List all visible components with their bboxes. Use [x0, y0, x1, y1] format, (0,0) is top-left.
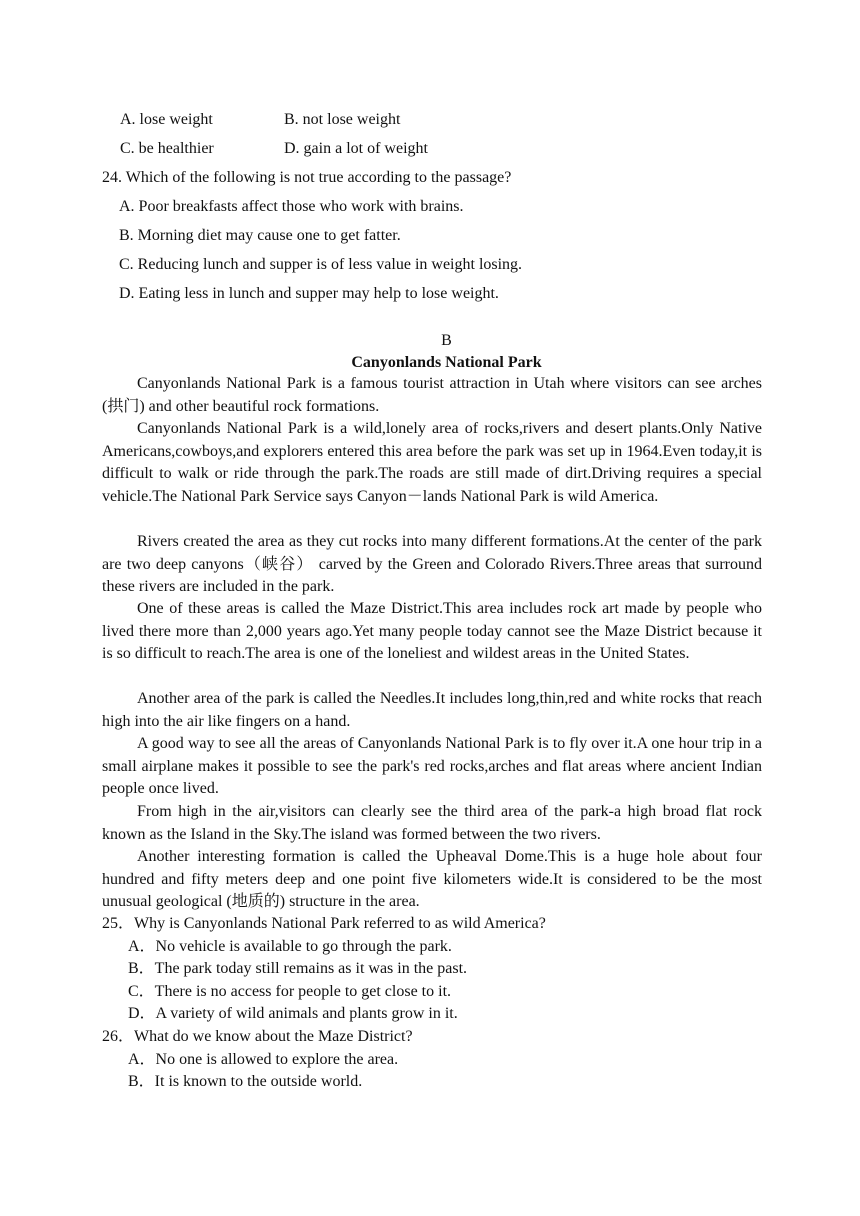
q25-option-a: A．No vehicle is available to go through the park. [128, 938, 452, 955]
q24-option-c: C. Reducing lunch and supper is of less value in weight losing. [119, 256, 523, 273]
q25-option-b: B．The park today still remains as it was in the past. [128, 960, 468, 977]
passage-paragraph: Another area of the park is called the Needles.It includes long,thin,red and white rocks that reach high into the air like fingers on a hand. [102, 690, 762, 730]
q26-option-b: B．It is known to the outside world. [128, 1073, 363, 1090]
q23-option-c: C. be healthier [120, 140, 214, 157]
q26-question: 26．What do we know about the Maze District? [102, 1028, 413, 1045]
q25-question: 25．Why is Canyonlands National Park referred to as wild America? [102, 915, 546, 932]
passage-paragraph: One of these areas is called the Maze District.This area includes rock art made by people who lived there more than 2,000 years ago.Yet many people today cannot see the Maze District because it is so difficult to reach.The area is one of the loneliest and wildest areas in the United States. [102, 600, 762, 663]
passage-paragraph: Another interesting formation is called the Upheaval Dome.This is a huge hole about four hundred and fifty meters deep and one point five kilometers wide.It is considered to be the most unusual geological (地质的) structure in the area. [102, 848, 762, 911]
q23-option-b: B. not lose weight [284, 111, 401, 128]
q23-option-a: A. lose weight [120, 111, 213, 128]
passage-paragraph: Canyonlands National Park is a wild,lonely area of rocks,rivers and desert plants.Only Native Americans,cowboys,and explorers entered this area before the park was set up in 1964.Even today,it is difficult to walk or ride through the park.The roads are still made of dirt.Driving requires a special vehicle.The National Park Service says Canyon－lands National Park is wild America. [102, 420, 762, 505]
q24-option-d: D. Eating less in lunch and supper may help to lose weight. [119, 285, 499, 302]
q25-option-c: C．There is no access for people to get close to it. [128, 983, 452, 1000]
q25-option-d: D．A variety of wild animals and plants grow in it. [128, 1005, 458, 1022]
passage-paragraph: From high in the air,visitors can clearly see the third area of the park-a high broad flat rock known as the Island in the Sky.The island was formed between the two rivers. [102, 803, 762, 843]
passage-paragraph: A good way to see all the areas of Canyonlands National Park is to fly over it.A one hour trip in a small airplane makes it possible to see the park's red rocks,arches and flat areas where ancient Indian people once lived. [102, 735, 762, 798]
passage-paragraph: Canyonlands National Park is a famous tourist attraction in Utah where visitors can see arches (拱门) and other beautiful rock formations. [102, 375, 762, 415]
q26-option-a: A．No one is allowed to explore the area. [128, 1051, 399, 1068]
q23-option-d: D. gain a lot of weight [284, 140, 428, 157]
q24-option-b: B. Morning diet may cause one to get fatter. [119, 227, 401, 244]
section-letter: B [441, 332, 452, 349]
passage-title: Canyonlands National Park [351, 354, 542, 371]
q24-option-a: A. Poor breakfasts affect those who work with brains. [119, 198, 464, 215]
q24-question: 24. Which of the following is not true according to the passage? [102, 169, 512, 186]
passage-paragraph: Rivers created the area as they cut rocks into many different formations.At the center of the park are two deep canyons（峡谷） carved by the Green and Colorado Rivers.Three areas that surround these rivers are included in the park. [102, 533, 762, 596]
